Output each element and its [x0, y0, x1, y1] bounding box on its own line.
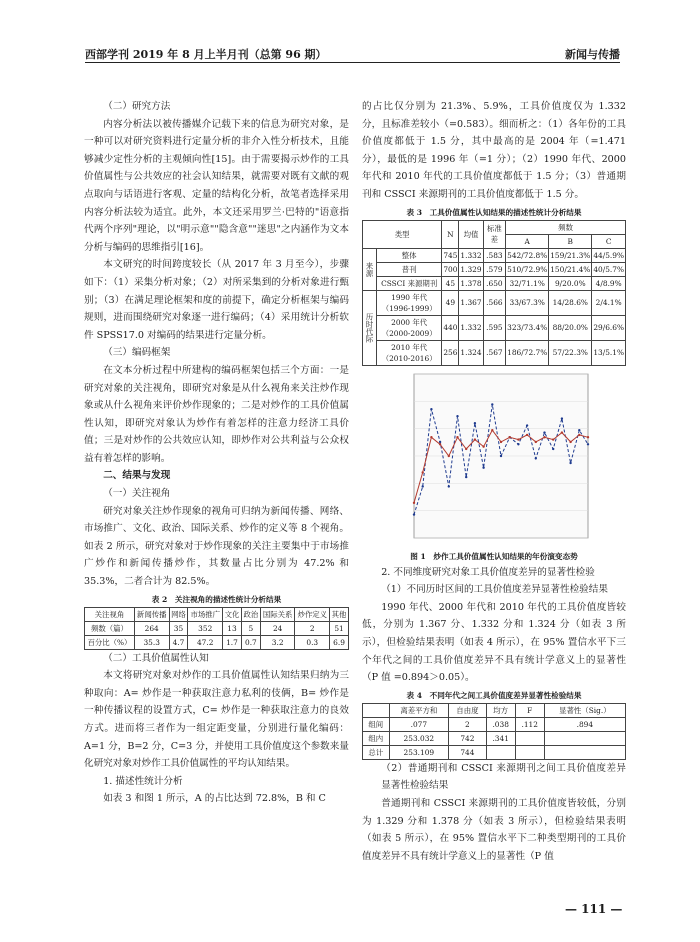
page-number: — 111 —: [565, 902, 623, 916]
data-point: [587, 436, 589, 438]
table-cell: 49: [442, 290, 459, 315]
table-cell: 32/71.1%: [506, 276, 549, 290]
table-cell: [486, 745, 515, 759]
table-cell: 6.9: [330, 635, 349, 649]
table-cell: .894: [544, 717, 625, 731]
table-cell: 频数（篇）: [85, 621, 135, 635]
data-point: [422, 471, 424, 473]
table-cell: 51: [330, 621, 349, 635]
table-cell: 4.7: [169, 635, 188, 649]
data-point: [552, 438, 554, 440]
table-cell: 264: [134, 621, 169, 635]
table-row: [363, 717, 626, 731]
paragraph: 1990 年代、2000 年代和 2010 年代的工具价值度皆较低，分别为 1.367 分、1.332 分和 1.324 分（如表 3 所示），但检验结果表明（如表 4 所示），在 95% 置信水平下三个年代之间的工具价值度差异不具有统计学意义上的显著性（P 值 =0.894＞0.05）。: [362, 601, 626, 684]
table-row: [85, 621, 349, 635]
table-cell: 0.7: [241, 635, 260, 649]
table-cell: 253.032: [389, 731, 449, 745]
data-point: [448, 454, 450, 456]
table-row: [363, 276, 626, 290]
table-row: [85, 635, 349, 649]
table-cell: 1.324: [459, 340, 483, 365]
data-point: [569, 440, 571, 442]
table-row: [363, 248, 626, 262]
table-cell: .077: [389, 717, 449, 731]
left-column: [84, 98, 349, 808]
table-header-row: [85, 607, 349, 621]
right-column: [362, 98, 626, 865]
table-header: 文化: [223, 607, 242, 621]
data-point: [578, 429, 580, 431]
table-cell: 253.109: [389, 745, 449, 759]
table-cell: 13/5.1%: [592, 340, 626, 365]
table-cell: 57/22.3%: [549, 340, 592, 365]
table-header: 新闻传播: [134, 607, 169, 621]
data-point: [535, 440, 537, 442]
table-header: 均方: [486, 703, 515, 717]
table-cell: .650: [483, 276, 506, 290]
table-3: [362, 220, 626, 366]
journal-header: 西部学刊 2019 年 8 月上半月刊（总第 96 期）: [85, 48, 327, 61]
table-cell: 5: [241, 621, 260, 635]
table-cell: .341: [486, 731, 515, 745]
table-header: 均值: [459, 220, 483, 248]
table-cell: 1.7: [223, 635, 242, 649]
table-cell: 整体: [377, 248, 442, 262]
data-point: [517, 443, 519, 445]
table-cell: 1.329: [459, 262, 483, 276]
table-4-caption: 表 4 不同年代之间工具价值度差异显著性检验结果: [406, 690, 582, 700]
table-cell: [515, 745, 544, 759]
table-cell: 13: [223, 621, 242, 635]
table-cell: 2010 年代（2010-2016）: [377, 340, 442, 365]
data-point: [474, 422, 476, 424]
paragraph: 普通期刊和 CSSCI 来源期刊的工具价值度皆较低，分别为 1.329 分和 1.378 分（如表 3 所示），但检验结果表明（如表 5 所示），在 95% 置信水平下二种类型期刊的工具价值度差异不具有统计学意义上的显著性（P 值: [362, 797, 626, 862]
paragraph: 在文本分析过程中所建构的编码框架包括三个方面：一是研究对象的关注视角，即研究对象是从什么视角来关注炒作现象或从什么视角来评价炒作现象的；二是对炒作的工具价值属性认知，即研究对象认为炒作有着怎样的注意力经济工具价值；三是对炒作的公共效应认知，即炒作对公共利益与公众权益有着怎样的影响。: [84, 364, 349, 464]
table-row: [363, 731, 626, 745]
table-cell: 组内: [363, 731, 390, 745]
data-point: [561, 417, 563, 419]
table-cell: .566: [483, 290, 506, 315]
table-cell: .583: [483, 248, 506, 262]
table-cell: 186/72.7%: [506, 340, 549, 365]
paragraph: 本文研究的时间跨度较长（从 2017 年 3 月至今），步骤如下：（1）采集分析对象；（2）对所采集到的分析对象进行甄别；（3）在满足理论框架和度的前提下，确定分析框架与编码规则，进而围绕研究对象逐一进行编码；（4）采用统计分析软件 SPSS17.0 对编码的结果进行定量分析。: [84, 259, 349, 341]
table-cell: 29/6.6%: [592, 315, 626, 340]
data-point: [561, 431, 563, 433]
data-point: [543, 431, 545, 433]
table-cell: 542/72.8%: [506, 248, 549, 262]
table-header: 显著性（Sig.）: [544, 703, 625, 717]
table-cell: [515, 731, 544, 745]
heading-significance-2: （2）普通期刊和 CSSCI 来源期刊之间工具价值度差异显著性检验结果: [381, 762, 626, 792]
table-row: [363, 290, 626, 315]
table-cell: 323/73.4%: [506, 315, 549, 340]
table-4: [362, 703, 626, 760]
data-point: [422, 485, 424, 487]
heading-significance: 2. 不同维度研究对象工具价值度差异的显著性检验: [381, 566, 595, 578]
data-point: [482, 445, 484, 447]
heading-desc: 1. 描述性统计分析: [103, 775, 183, 787]
paragraph: 如表 3 和图 1 所示，A 的占比达到 72.8%，B 和 C: [103, 793, 326, 805]
table-cell: 745: [442, 248, 459, 262]
data-point: [543, 436, 545, 438]
data-point: [448, 485, 450, 487]
heading-significance-1: （1）不同历时区间的工具价值度差异显著性检验结果: [381, 584, 608, 596]
data-point: [413, 513, 415, 515]
table-cell: 440: [442, 315, 459, 340]
table-2-caption: 表 2 关注视角的描述性统计分析结果: [151, 594, 282, 604]
table-cell: 百分比（%）: [85, 635, 135, 649]
header-rule: [85, 62, 620, 63]
table-row: [363, 262, 626, 276]
table-cell: 44/5.9%: [592, 248, 626, 262]
table-cell: 40/5.7%: [592, 262, 626, 276]
paragraph: 研究对象关注炒作现象的视角可归纳为新闻传播、网络、市场推广、文化、政治、国际关系、炒作的定义等 8 个视角。如表 2 所示，研究对象对于炒作现象的关注主要集中于市场推广炒作和新闻传播炒作，其数量占比分别为 47.2% 和 35.3%，二者合计为 82.5%。: [84, 505, 349, 588]
table-cell: 47.2: [188, 635, 223, 649]
table-cell: 35.3: [134, 635, 169, 649]
table-row: [363, 745, 626, 759]
data-point: [500, 454, 502, 456]
data-point: [474, 438, 476, 440]
heading-results: 二、结果与发现: [103, 470, 171, 482]
heading-method: （二）研究方法: [103, 101, 171, 112]
table-cell: 1.367: [459, 290, 483, 315]
section-header: 新闻与传播: [565, 48, 620, 61]
table-header: 市场推广: [188, 607, 223, 621]
data-point: [413, 501, 415, 503]
table-cell: 2000 年代（2000-2009）: [377, 315, 442, 340]
table-cell: 1.332: [459, 248, 483, 262]
table-header: 类型: [363, 220, 442, 248]
table-cell: .038: [486, 717, 515, 731]
table-cell: CSSCI 来源期刊: [377, 276, 442, 290]
data-point: [439, 440, 441, 442]
table-cell: 4/8.9%: [592, 276, 626, 290]
table-cell: 2: [449, 717, 487, 731]
table-cell: 159/21.3%: [549, 248, 592, 262]
table-header: 离差平方和: [389, 703, 449, 717]
table-cell: .579: [483, 262, 506, 276]
data-point: [439, 443, 441, 445]
table-header: B: [549, 234, 592, 248]
data-point: [526, 424, 528, 426]
table-cell: 2/4.1%: [592, 290, 626, 315]
table-cell: 24: [260, 621, 295, 635]
table-cell: .567: [483, 340, 506, 365]
table-cell: 总计: [363, 745, 390, 759]
data-point: [465, 475, 467, 477]
data-point: [456, 415, 458, 417]
table-cell: 510/72.9%: [506, 262, 549, 276]
table-cell: 742: [449, 731, 487, 745]
table-cell: 35: [169, 621, 188, 635]
table-cell: 普刊: [377, 262, 442, 276]
table-cell: 150/21.4%: [549, 262, 592, 276]
table-cell: 3.2: [260, 635, 295, 649]
table-header: 国际关系: [260, 607, 295, 621]
table-cell: 88/20.0%: [549, 315, 592, 340]
table-header: 炒作定义: [295, 607, 330, 621]
figure-1: [362, 368, 626, 548]
data-point: [491, 429, 493, 431]
data-point: [500, 440, 502, 442]
table-cell: .112: [515, 717, 544, 731]
heading-frame: （三）编码框架: [103, 347, 171, 359]
table-header: 频数: [506, 220, 626, 234]
data-point: [587, 443, 589, 445]
table-cell: [544, 731, 625, 745]
table-cell: 1.378: [459, 276, 483, 290]
line-chart: [362, 368, 626, 548]
table-header-row: [363, 703, 626, 717]
data-point: [517, 438, 519, 440]
table-header: 政治: [241, 607, 260, 621]
table-header: F: [515, 703, 544, 717]
table-header: N: [442, 220, 459, 248]
data-point: [456, 436, 458, 438]
paragraph: 内容分析法以被传播媒介记载下来的信息为研究对象，是一种可以对研究资料进行定量分析的非介入性分析技术，且能够减少定性分析的主观倾向性[15]。由于需要揭示炒作的工具价值属性与公共效应的社会认知结果，就需要对既有文献的观点取向与话语进行客观、定量的结构化分析，故笔者选择采用内容分析法较为适宜。此外，本文还采用罗兰·巴特的"语意指代两个序列"理论，以"明示意""隐含意""迷思"之内涵作为文本分析与编码的思维指引[16]。: [84, 118, 349, 253]
table-header: 自由度: [449, 703, 487, 717]
table-cell: 0.3: [295, 635, 330, 649]
table-header: C: [592, 234, 626, 248]
table-cell: 700: [442, 262, 459, 276]
table-cell: 256: [442, 340, 459, 365]
data-point: [509, 436, 511, 438]
table-row: [363, 315, 626, 340]
data-point: [526, 433, 528, 435]
data-point: [491, 403, 493, 405]
table-group-label: 历时代际: [363, 290, 377, 365]
table-header: A: [506, 234, 549, 248]
data-point: [569, 461, 571, 463]
table-cell: 1990 年代（1996-1999）: [377, 290, 442, 315]
table-header: 标准差: [483, 220, 506, 248]
table-cell: 2: [295, 621, 330, 635]
table-header: 关注视角: [85, 607, 135, 621]
table-header-row: [363, 220, 626, 234]
heading-tool: （二）工具价值属性认知: [103, 652, 209, 664]
data-point: [482, 466, 484, 468]
data-point: [465, 447, 467, 449]
data-point: [430, 436, 432, 438]
table-cell: 组间: [363, 717, 390, 731]
data-point: [552, 447, 554, 449]
table-cell: 744: [449, 745, 487, 759]
table-header: 网络: [169, 607, 188, 621]
table-cell: 45: [442, 276, 459, 290]
data-point: [535, 457, 537, 459]
table-3-caption: 表 3 工具价值属性认知结果的描述性统计分析结果: [406, 207, 582, 217]
figure-1-caption: 图 1 炒作工具价值属性认知结果的年份演变态势: [410, 551, 578, 561]
paragraph: 的占比仅分别为 21.3%、5.9%，工具价值度仅为 1.332 分，且标准差较小（=0.583）。细而析之：（1）各年份的工具价值度都低于 1.5 分，其中最高的是 2004 年（=1.471 分），最低的是 1996 年（=1 分）；（2）1990 年代、2000 年代和 2010 年代的工具价值度都低于 1.5 分；（3）普通期刊和 CSSCI 来源期刊的工具价值度都低于 1.5 分。: [362, 101, 626, 200]
table-cell: 33/67.3%: [506, 290, 549, 315]
table-cell: 14/28.6%: [549, 290, 592, 315]
table-header: 其他: [330, 607, 349, 621]
table-header: [363, 703, 390, 717]
table-group-label: 来源: [363, 248, 377, 290]
table-cell: 9/20.0%: [549, 276, 592, 290]
data-point: [430, 408, 432, 410]
heading-view: （一）关注视角: [103, 488, 171, 500]
table-2: [84, 607, 349, 650]
table-cell: .595: [483, 315, 506, 340]
table-cell: [544, 745, 625, 759]
table-row: [363, 340, 626, 365]
table-cell: 1.332: [459, 315, 483, 340]
table-cell: 352: [188, 621, 223, 635]
data-point: [578, 433, 580, 435]
paragraph: 本文将研究对象对炒作的工具价值属性认知结果归纳为三种取向：A= 炒作是一种获取注意力私利的伎俩，B= 炒作是一种传播议程的设置方式，C= 炒作是一种获取注意力的良效方式。进而将三者作为一组定距变量，分别进行量化编码：A=1 分，B=2 分，C=3 分，并使用工具价值度这个参数来量化研究对象对炒作工具价值属性的平均认知结果。: [84, 670, 349, 770]
